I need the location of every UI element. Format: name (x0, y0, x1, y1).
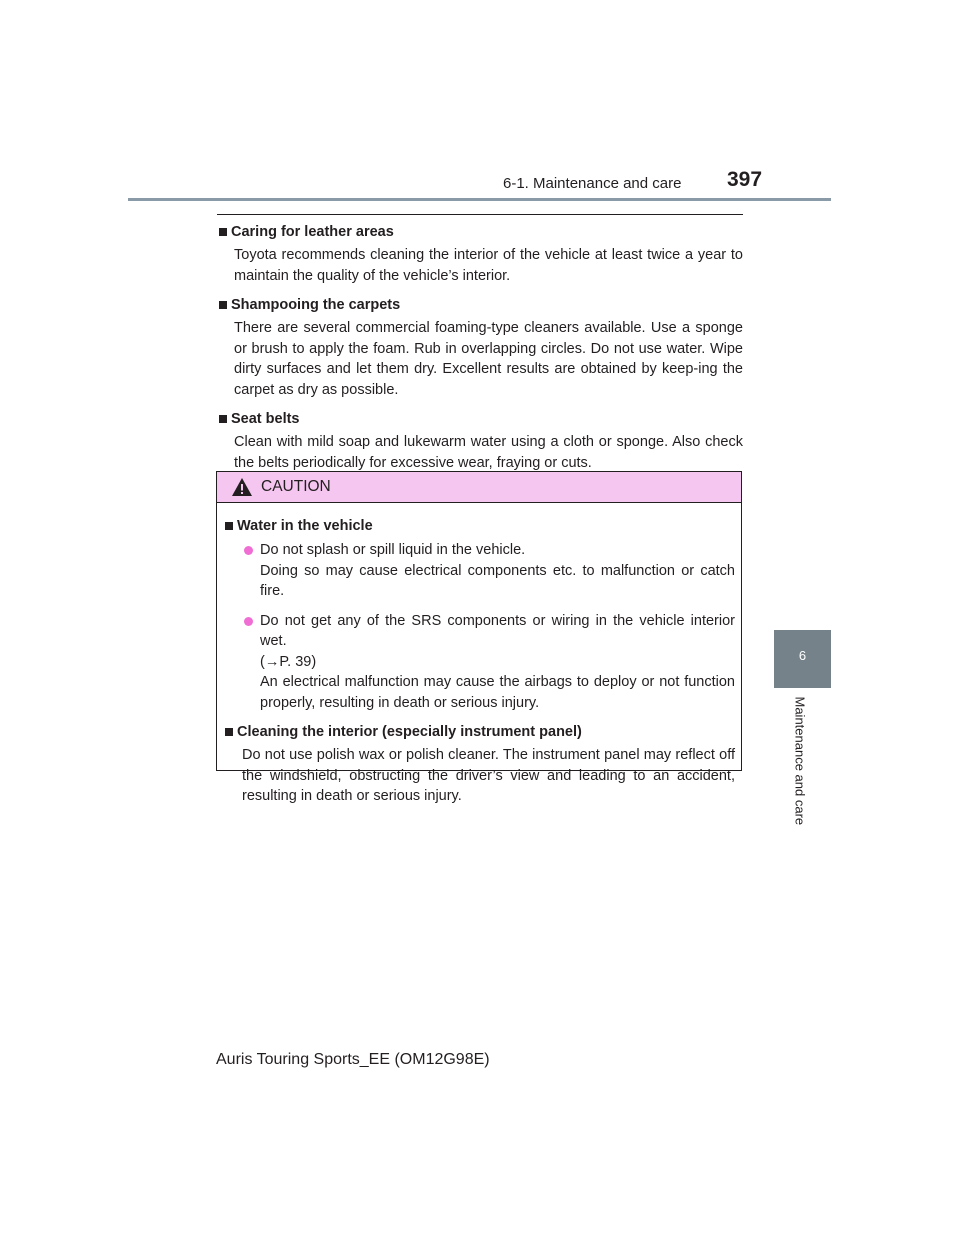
caution-heading-text: Water in the vehicle (237, 518, 373, 534)
caution-text: Do not use polish wax or polish cleaner. The instrument panel may reflect off the windshield, obstructing the driver’s view and leading to an accident, resulting in death or serious injury. (242, 747, 735, 804)
page-number: 397 (727, 168, 763, 191)
caution-section-interior (223, 722, 735, 807)
content-top-rule (217, 214, 743, 215)
black-square-icon (219, 301, 227, 309)
main-content (217, 220, 743, 482)
section-heading (217, 295, 743, 315)
section-text: Toyota recommends cleaning the interior of the vehicle at least twice a year to maintain the quality of the vehicle’s interior. (234, 247, 743, 284)
header-section-title: 6-1. Maintenance and care (503, 175, 682, 192)
section-heading (217, 222, 743, 242)
caution-heading-text: Cleaning the interior (especially instrument panel) (237, 724, 582, 740)
caution-box (216, 471, 742, 804)
caution-heading (223, 516, 735, 536)
pink-dot-icon (244, 546, 253, 555)
caution-bullet (241, 540, 735, 602)
chapter-label: Maintenance and care (792, 696, 808, 826)
section-heading-text: Shampooing the carpets (231, 297, 401, 313)
bullet-first-line: Do not splash or spill liquid in the vehicle. (260, 542, 526, 558)
bullet-text: Doing so may cause electrical components etc. to malfunction or catch fire. (260, 562, 735, 599)
caution-heading (223, 722, 735, 742)
header-rule (128, 198, 831, 201)
black-square-icon (225, 522, 233, 530)
section-text: Clean with mild soap and lukewarm water using a cloth or sponge. Also check the belts periodically for excessive wear, fraying or cuts. (234, 434, 743, 471)
warning-triangle-icon (231, 477, 253, 497)
black-square-icon (219, 228, 227, 236)
caution-header (217, 472, 741, 503)
page-reference-link[interactable]: (→P. 39) (260, 653, 317, 670)
black-square-icon (225, 728, 233, 736)
section-heading-text: Seat belts (231, 411, 300, 427)
caution-title: CAUTION (261, 478, 331, 495)
chapter-number: 6 (798, 648, 807, 663)
section-heading (217, 409, 743, 429)
section-text: There are several commercial foaming-type cleaners available. Use a sponge or brush to apply the foam. Rub in overlapping circles. Do not use water. Wipe dirty surfaces and let them dry. Excellent results are obtained by keep-ing the carpet as dry as possible. (234, 320, 743, 398)
section-heading-text: Caring for leather areas (231, 224, 394, 240)
footer-model: Auris Touring Sports_EE (OM12G98E) (216, 1051, 490, 1068)
bullet-first-line: Do not get any of the SRS components or wiring in the vehicle interior wet. (260, 612, 735, 649)
caution-body (217, 503, 741, 807)
section-seat-belts (217, 409, 743, 473)
caution-section-water (223, 516, 735, 713)
chapter-tab (774, 630, 831, 688)
section-carpets (217, 295, 743, 400)
pink-dot-icon (244, 617, 253, 626)
black-square-icon (219, 415, 227, 423)
caution-bullet (241, 611, 735, 714)
bullet-text: An electrical malfunction may cause the airbags to deploy or not function properly, resulting in death or serious injury. (260, 674, 735, 711)
section-leather (217, 222, 743, 286)
